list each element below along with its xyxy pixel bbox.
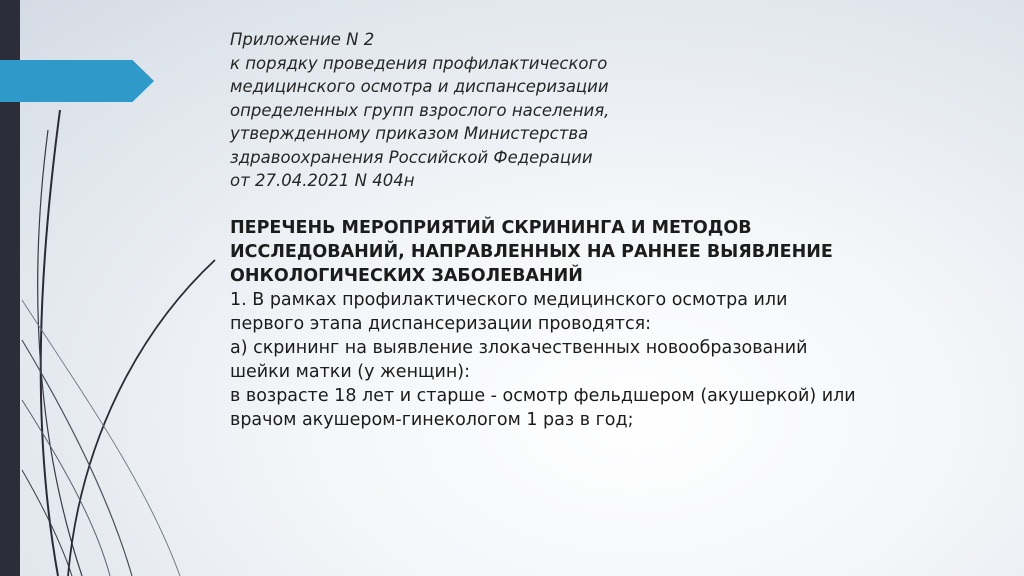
annex-line: утвержденному приказом Министерства	[230, 124, 589, 143]
annex-line: медицинского осмотра и диспансеризации	[230, 77, 609, 96]
annex-line: здравоохранения Российской Федерации	[230, 147, 593, 167]
heading-line: ОНКОЛОГИЧЕСКИХ ЗАБОЛЕВАНИЙ	[230, 265, 583, 286]
body-line: 1. В рамках профилактического медицинского осмотра или	[230, 289, 788, 310]
heading-line: ПЕРЕЧЕНЬ МЕРОПРИЯТИЙ СКРИНИНГА И МЕТОДОВ	[230, 217, 752, 238]
annex-line: Приложение N 2	[230, 30, 375, 49]
annex-line: от 27.04.2021 N 404н	[230, 171, 415, 190]
accent-arrow-banner	[0, 60, 154, 102]
slide-content	[230, 28, 930, 432]
body-line: шейки матки (у женщин):	[230, 361, 471, 382]
body-line: первого этапа диспансеризации проводятся:	[230, 313, 652, 334]
annex-line: определенных групп взрослого населения,	[230, 100, 610, 120]
annex-note	[230, 28, 930, 193]
document-heading	[230, 216, 930, 288]
body-line: в возрасте 18 лет и старше - осмотр фельдшером (акушеркой) или	[230, 385, 856, 406]
heading-line: ИССЛЕДОВАНИЙ, НАПРАВЛЕННЫХ НА РАННЕЕ ВЫЯВЛЕНИЕ	[230, 241, 833, 262]
body-paragraph	[230, 288, 930, 432]
body-line: врачом акушером-гинекологом 1 раз в год;	[230, 409, 634, 430]
annex-line: к порядку проведения профилактического	[230, 53, 608, 73]
body-line: а) скрининг на выявление злокачественных новообразований	[230, 337, 808, 358]
